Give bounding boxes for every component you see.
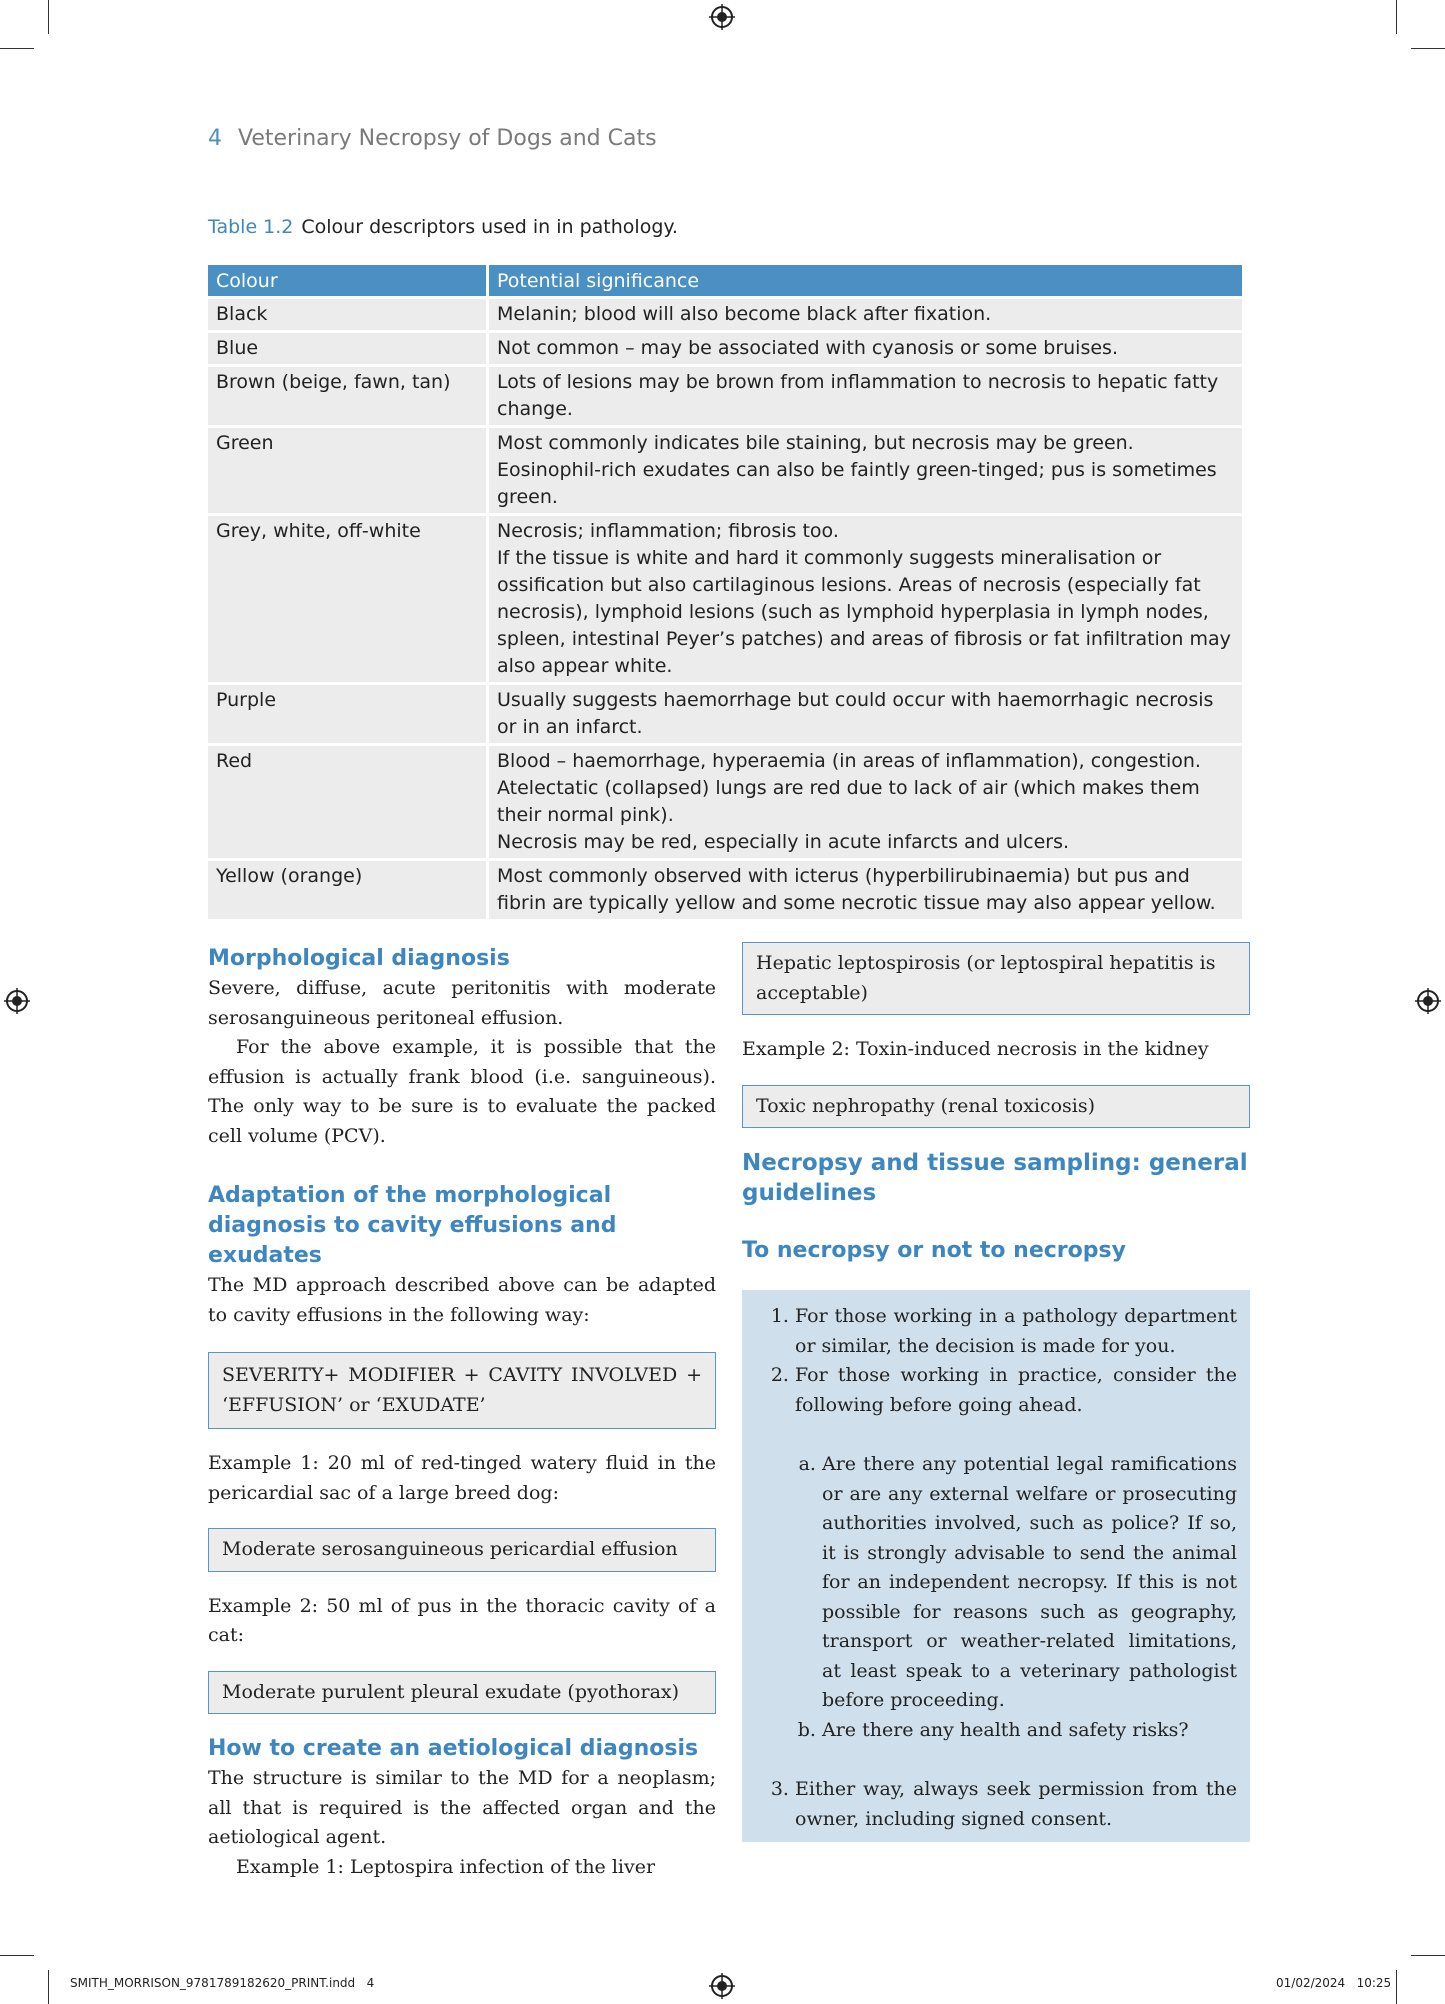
page-number: 4 <box>208 126 222 151</box>
sub-list <box>795 1450 1237 1745</box>
section-heading-adaptation: Adaptation of the morphological diagnosis to cavity effusions and exudates <box>208 1183 617 1268</box>
column-header-significance: Potential significance <box>489 265 1242 296</box>
paragraph: For the above example, it is possible that the effusion is actually frank blood (i.e. sanguineous). The only way to be sure is to evaluate the packed cell volume (PCV). <box>208 1036 716 1147</box>
table-row <box>208 746 1242 858</box>
book-title: Veterinary Necropsy of Dogs and Cats <box>238 126 657 151</box>
example-box <box>208 1671 716 1715</box>
significance-cell: Melanin; blood will also become black after fixation. <box>489 299 1242 330</box>
list-item: b. Are there any health and safety risks? <box>822 1716 1237 1746</box>
table-row <box>208 333 1242 364</box>
list-item: 2. For those working in practice, consider the following before going ahead. a. Are there any potential legal ramifications or are any external welfare or prosecuting authorities involved, such as police? If so, it is strongly advisable to send the animal for an independent necropsy. If this is not possible for reasons such as geography, transport or weather-related limitations, at least speak to a veterinary pathologist before proceeding. b. Are there any health and safety risks? <box>795 1361 1237 1745</box>
colour-cell: Grey, white, off-white <box>208 516 486 682</box>
significance-cell: Blood – haemorrhage, hyperaemia (in areas of inflammation), congestion. Atelectatic (collapsed) lungs are red due to lack of air (which makes them their normal pink). Necrosis may be red, especially in acute infarcts and ulcers. <box>489 746 1242 858</box>
significance-cell: Usually suggests haemorrhage but could occur with haemorrhagic necrosis or in an infarct. <box>489 685 1242 743</box>
crop-mark <box>1411 48 1445 49</box>
right-column <box>742 942 1250 1842</box>
section-heading-aetiological-diagnosis: How to create an aetiological diagnosis <box>208 1736 699 1761</box>
significance-cell: Necrosis; inflammation; fibrosis too. If the tissue is white and hard it commonly suggests mineralisation or ossification but also cartilaginous lesions. Areas of necrosis (especially fat necrosis), lymphoid lesions (such as lymphoid hyperplasia in lymph nodes, spleen, intestinal Peyer’s patches) and areas of fibrosis or fat infiltration may also appear white. <box>489 516 1242 682</box>
table-row <box>208 299 1242 330</box>
registration-mark-icon <box>1415 988 1441 1014</box>
example-box-text: Moderate purulent pleural exudate (pyothorax) <box>222 1680 680 1703</box>
list-item: 1. For those working in a pathology department or similar, the decision is made for you. <box>795 1302 1237 1361</box>
formula-box <box>208 1352 716 1429</box>
colour-cell: Yellow (orange) <box>208 861 486 919</box>
table-row <box>208 516 1242 682</box>
significance-cell: Not common – may be associated with cyanosis or some bruises. <box>489 333 1242 364</box>
table-caption-label: Table 1.2 <box>208 216 294 238</box>
crop-mark <box>1411 1955 1445 1956</box>
section-heading-necropsy: Necropsy and tissue sampling: general guidelines <box>742 1150 1248 1206</box>
paragraph: Severe, diffuse, acute peritonitis with moderate serosanguineous peritoneal effusion. <box>208 977 716 1029</box>
colour-cell: Brown (beige, fawn, tan) <box>208 367 486 425</box>
example-box <box>742 942 1250 1015</box>
example-box-text: Toxic nephropathy (renal toxicosis) <box>756 1094 1096 1117</box>
crop-mark <box>48 1970 49 2004</box>
registration-mark-icon <box>4 988 30 1014</box>
paragraph: Example 1: Leptospira infection of the liver <box>236 1855 656 1878</box>
section-heading-to-necropsy: To necropsy or not to necropsy <box>742 1238 1126 1263</box>
colour-cell: Purple <box>208 685 486 743</box>
registration-mark-icon <box>709 1973 735 1999</box>
significance-cell: Lots of lesions may be brown from inflammation to necrosis to hepatic fatty change. <box>489 367 1242 425</box>
table-header-row <box>208 265 1242 296</box>
significance-cell: Most commonly observed with icterus (hyperbilirubinaemia) but pus and fibrin are typically yellow and some necrotic tissue may also appear yellow. <box>489 861 1242 919</box>
crop-mark <box>1396 0 1397 34</box>
table-caption <box>208 216 678 238</box>
table-row <box>208 861 1242 919</box>
colour-cell: Black <box>208 299 486 330</box>
example-box-text: Moderate serosanguineous pericardial effusion <box>222 1538 678 1560</box>
registration-mark-icon <box>709 4 735 30</box>
table-row <box>208 685 1242 743</box>
guidelines-list <box>755 1302 1237 1834</box>
left-column <box>208 944 716 1882</box>
colour-cell: Green <box>208 428 486 513</box>
example-box-text: Hepatic leptospirosis (or leptospiral hepatitis is acceptable) <box>756 952 1216 1004</box>
paragraph: Example 2: Toxin-induced necrosis in the kidney <box>742 1038 1209 1060</box>
guidelines-box <box>742 1290 1250 1842</box>
table-caption-text: Colour descriptors used in in pathology. <box>301 216 678 238</box>
section-heading-morphological-diagnosis: Morphological diagnosis <box>208 946 510 971</box>
example-box <box>208 1528 716 1572</box>
paragraph: The MD approach described above can be adapted to cavity effusions in the following way: <box>208 1274 716 1326</box>
crop-mark <box>1396 1970 1397 2004</box>
table-row <box>208 367 1242 425</box>
crop-mark <box>0 48 34 49</box>
crop-mark <box>0 1955 34 1956</box>
example-box <box>742 1085 1250 1129</box>
paragraph: The structure is similar to the MD for a neoplasm; all that is required is the affected organ and the aetiological agent. <box>208 1767 716 1848</box>
footer-date-time: 01/02/2024 10:25 <box>1276 1976 1392 1990</box>
significance-cell: Most commonly indicates bile staining, but necrosis may be green. Eosinophil-rich exudates can also be faintly green-tinged; pus is sometimes green. <box>489 428 1242 513</box>
running-head <box>208 126 657 151</box>
list-item: 3. Either way, always seek permission from the owner, including signed consent. <box>795 1775 1237 1834</box>
column-header-colour: Colour <box>208 265 486 296</box>
colour-cell: Red <box>208 746 486 858</box>
list-item: a. Are there any potential legal ramifications or are any external welfare or prosecuting authorities involved, such as police? If so, it is strongly advisable to send the animal for an independent necropsy. If this is not possible for reasons such as geography, transport or weather-related limitations, at least speak to a veterinary pathologist before proceeding. <box>822 1450 1237 1716</box>
formula-text: SEVERITY+ MODIFIER + CAVITY INVOLVED + ‘EFFUSION’ or ‘EXUDATE’ <box>222 1364 702 1416</box>
colour-table <box>205 262 1245 922</box>
paragraph: Example 1: 20 ml of red-tinged watery fluid in the pericardial sac of a large breed dog: <box>208 1452 716 1504</box>
footer-file-name: SMITH_MORRISON_9781789182620_PRINT.indd 4 <box>70 1976 375 1990</box>
colour-cell: Blue <box>208 333 486 364</box>
crop-mark <box>48 0 49 34</box>
paragraph: Example 2: 50 ml of pus in the thoracic cavity of a cat: <box>208 1594 716 1646</box>
table-row <box>208 428 1242 513</box>
